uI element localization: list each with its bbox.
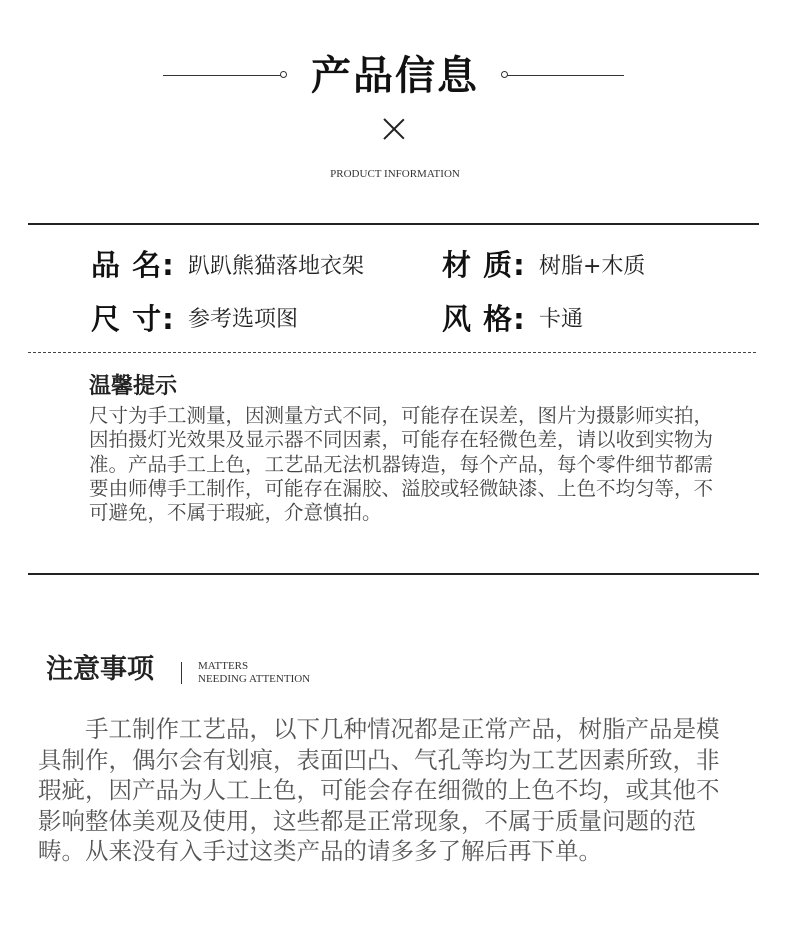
- spec-name-label: 品 名:: [91, 248, 175, 282]
- tips-title: 温馨提示: [89, 374, 178, 399]
- notes-english-line-1: MATTERS: [198, 660, 249, 672]
- dashed-divider: [28, 352, 756, 353]
- notes-english-line-2: NEEDING ATTENTION: [198, 673, 311, 685]
- cross-decoration-icon: [383, 118, 405, 140]
- notes-body: 手工制作工艺品，以下几种情况都是正常产品，树脂产品是模具制作，偶尔会有划痕，表面凹凸、气孔等均为工艺因素所致，非瑕疵，因产品为人工上色，可能会存在细微的上色不均，或其他不影响整体美观及使用，这些都是正常现象，不属于质量问题的范畴。从来没有入手过这类产品的请多多了解后再下单。: [38, 715, 720, 865]
- spec-style-label: 风 格:: [442, 302, 526, 336]
- spec-style-value: 卡通: [539, 307, 584, 332]
- page-subtitle: PRODUCT INFORMATION: [330, 168, 460, 180]
- spec-size-label: 尺 寸:: [91, 302, 175, 336]
- header-right-line: [507, 75, 624, 76]
- spec-material-value: 树脂+木质: [539, 254, 646, 279]
- spec-name-value: 趴趴熊猫落地衣架: [188, 254, 365, 279]
- notes-title: 注意事项: [46, 654, 154, 685]
- tips-body: 尺寸为手工测量，因测量方式不同，可能存在误差，图片为摄影师实拍，因拍摄灯光效果及显示器不同因素，可能存在轻微色差，请以收到实物为准。产品手工上色，工艺品无法机器铸造，每个产品，每个零件细节都需要由师傅手工制作，可能存在漏胶、溢胶或轻微缺漆、上色不均匀等，不可避免，不属于瑕疵，介意慎拍。: [89, 404, 714, 525]
- spec-size-value: 参考选项图: [188, 307, 299, 332]
- top-divider: [28, 223, 759, 225]
- page-title: 产品信息: [311, 53, 479, 99]
- spec-material-label: 材 质:: [442, 248, 526, 282]
- notes-separator: [181, 662, 182, 684]
- notes-english-heading: [198, 660, 310, 686]
- bottom-divider: [28, 573, 759, 575]
